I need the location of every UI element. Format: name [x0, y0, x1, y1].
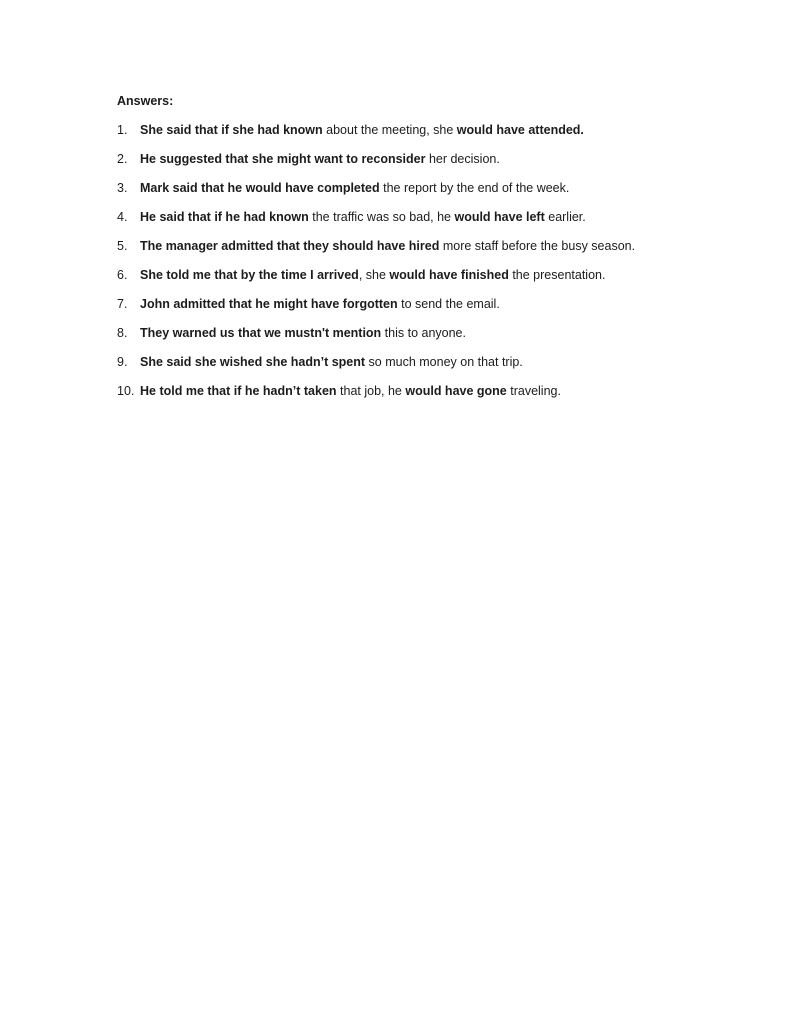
answer-item [117, 122, 701, 139]
regular-segment: that job, he [336, 384, 406, 398]
item-text [140, 267, 701, 284]
item-number: 1. [117, 123, 128, 137]
bold-segment: John admitted that he might have forgotten [140, 297, 398, 311]
answers-heading: Answers: [117, 94, 174, 108]
regular-segment: traveling. [506, 384, 561, 398]
bold-segment: She said that if she had known [140, 123, 323, 137]
item-number: 10. [117, 384, 135, 398]
regular-segment: this to anyone. [381, 326, 466, 340]
bold-segment: He told me that if he hadn’t taken [140, 384, 337, 398]
bold-segment: would have left [454, 210, 545, 224]
item-number: 5. [117, 239, 128, 253]
answer-item [117, 238, 701, 255]
answer-item [117, 325, 701, 342]
answer-item [117, 296, 701, 313]
answer-item [117, 383, 701, 400]
bold-segment: He said that if he had known [140, 210, 309, 224]
item-text [140, 383, 701, 400]
bold-segment: He suggested that she might want to reconsider [140, 152, 426, 166]
bold-segment: would have finished [389, 268, 509, 282]
answer-item [117, 267, 701, 284]
item-text [140, 354, 701, 371]
bold-segment: would have attended. [456, 123, 584, 137]
item-text [140, 296, 701, 313]
bold-segment: She told me that by the time I arrived [140, 268, 359, 282]
item-text [140, 180, 701, 197]
bold-segment: The manager admitted that they should have hired [140, 239, 440, 253]
item-number: 4. [117, 210, 128, 224]
regular-segment: to send the email. [397, 297, 500, 311]
item-text [140, 122, 701, 139]
regular-segment: the presentation. [508, 268, 606, 282]
regular-segment: so much money on that trip. [365, 355, 523, 369]
answer-item [117, 180, 701, 197]
regular-segment: more staff before the busy season. [439, 239, 636, 253]
bold-segment: She said she wished she hadn’t spent [140, 355, 366, 369]
item-number: 9. [117, 355, 128, 369]
item-text [140, 325, 701, 342]
answer-item [117, 354, 701, 371]
item-text [140, 151, 701, 168]
item-number: 8. [117, 326, 128, 340]
bold-segment: They warned us that we mustn't mention [140, 326, 382, 340]
answer-item [117, 209, 701, 226]
item-text [140, 209, 701, 226]
item-number: 2. [117, 152, 128, 166]
item-number: 7. [117, 297, 128, 311]
answer-item [117, 151, 701, 168]
bold-segment: Mark said that he would have completed [140, 181, 380, 195]
regular-segment: the report by the end of the week. [379, 181, 570, 195]
answer-list [117, 122, 701, 400]
item-text [140, 238, 701, 255]
item-number: 3. [117, 181, 128, 195]
item-number: 6. [117, 268, 128, 282]
regular-segment: the traffic was so bad, he [308, 210, 455, 224]
regular-segment: earlier. [544, 210, 586, 224]
regular-segment: her decision. [425, 152, 500, 166]
regular-segment: , she [358, 268, 390, 282]
regular-segment: about the meeting, she [322, 123, 457, 137]
bold-segment: would have gone [405, 384, 507, 398]
